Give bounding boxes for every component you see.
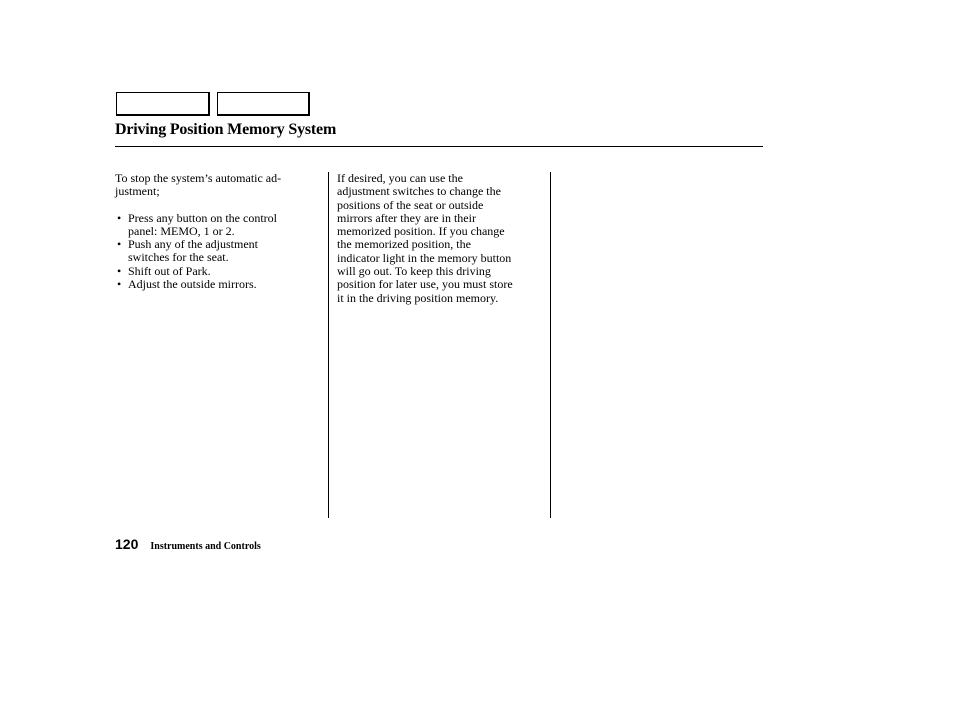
paragraph-line: indicator light in the memory button <box>337 250 512 265</box>
page-title: Driving Position Memory System <box>115 121 337 138</box>
list-item <box>115 265 311 278</box>
paragraph-line: If desired, you can use the <box>337 171 463 185</box>
column-middle <box>337 172 543 305</box>
paragraph-line: mirrors after they are in their <box>337 210 476 225</box>
list-item-text: panel: MEMO, 1 or 2. <box>128 223 235 238</box>
bullet-icon: • <box>117 263 122 278</box>
list-item-text: Adjust the outside mirrors. <box>128 277 257 292</box>
list-item-text: switches for the seat. <box>128 250 229 265</box>
paragraph-line: adjustment switches to change the <box>337 184 501 199</box>
paragraph-line: memorized position. If you change <box>337 224 505 239</box>
list-item-text: Push any of the adjustment <box>128 237 258 252</box>
paragraph-line: positions of the seat or outside <box>337 197 484 212</box>
footer-section-name: Instruments and Controls <box>150 541 261 552</box>
list-item <box>115 278 311 291</box>
list-item <box>115 212 311 239</box>
bullet-icon: • <box>117 237 122 252</box>
list-item-text: Press any button on the control <box>128 210 277 225</box>
column-left <box>115 172 311 291</box>
memory-adjust-paragraph <box>337 172 543 305</box>
bullet-icon: • <box>117 277 122 292</box>
paragraph-line: will go out. To keep this driving <box>337 264 491 279</box>
bullet-icon: • <box>117 210 122 225</box>
title-rule <box>115 146 763 147</box>
list-item <box>115 238 311 265</box>
paragraph-line: the memorized position, the <box>337 237 471 252</box>
header-tab-box-left <box>116 92 210 116</box>
header-tab-box-right <box>217 92 310 116</box>
intro-line: To stop the system’s automatic ad- <box>115 171 282 185</box>
paragraph-line: it in the driving position memory. <box>337 290 499 305</box>
intro-paragraph <box>115 172 311 199</box>
page-number: 120 <box>115 536 139 552</box>
bullet-list <box>115 212 311 292</box>
paragraph-line: position for later use, you must store <box>337 277 513 292</box>
intro-line: justment; <box>115 184 160 199</box>
column-divider-left <box>328 172 329 518</box>
list-item-text: Shift out of Park. <box>128 263 211 278</box>
page-footer <box>115 536 261 554</box>
column-divider-right <box>550 172 551 518</box>
